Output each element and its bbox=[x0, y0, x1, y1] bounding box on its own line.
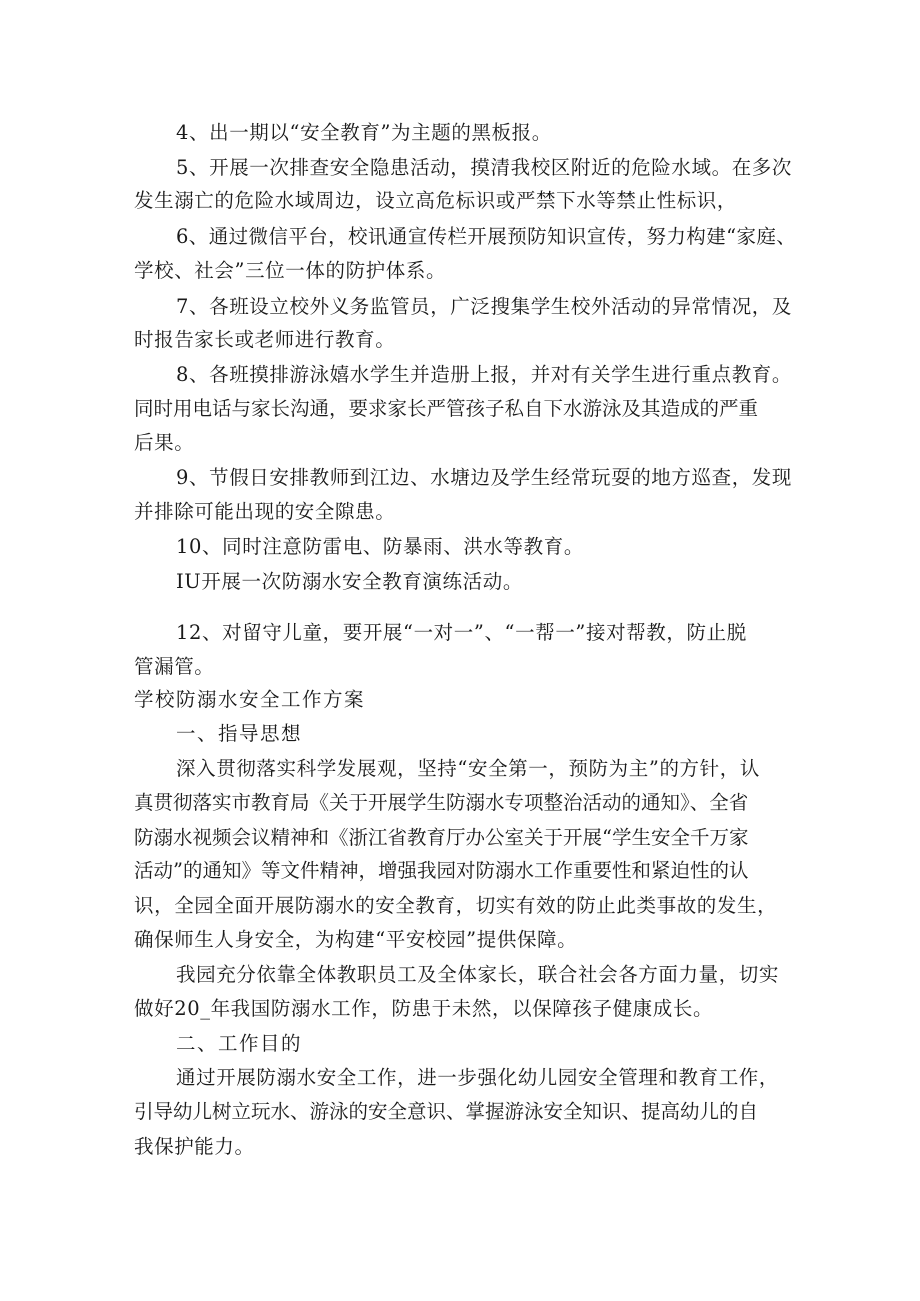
paragraph-4: 4、出一期以“安全教育”为主题的黑板报。 bbox=[176, 121, 552, 144]
paragraph-9-line-2: 并排除可能出现的安全隙患。 bbox=[134, 500, 396, 523]
guiding-line-4: 活动”的通知》等文件精神，增强我园对防溺水工作重要性和紧迫性的认 bbox=[134, 859, 749, 882]
paragraph-10: 10、同时注意防雷电、防暴雨、洪水等教育。 bbox=[176, 535, 584, 558]
guiding-line-3: 防溺水视频会议精神和《浙江省教育厅办公室关于开展“学生安全千万家 bbox=[134, 826, 749, 849]
paragraph-11: IU开展一次防溺水安全教育演练活动。 bbox=[176, 570, 523, 593]
guiding-line-5: 识，全园全面开展防溺水的安全教育，切实有效的防止此类事故的发生， bbox=[134, 894, 778, 917]
purpose-line-1: 通过开展防溺水安全工作，进一步强化幼儿园安全管理和教育工作， bbox=[176, 1066, 780, 1089]
paragraph-8-line-3: 后果。 bbox=[134, 431, 195, 454]
commitment-line-1: 我园充分依靠全体教职员工及全体家长，联合社会各方面力量，切实 bbox=[176, 963, 780, 986]
section-heading-1: 一、指导思想 bbox=[176, 722, 303, 745]
guiding-line-1: 深入贯彻落实科学发展观，坚持“安全第一，预防为主”的方针，认 bbox=[176, 757, 760, 780]
paragraph-9-line-1: 9、节假日安排教师到江边、水塘边及学生经常玩耍的地方巡查，发现 bbox=[176, 466, 793, 489]
paragraph-12-line-2: 管漏管。 bbox=[134, 655, 215, 678]
paragraph-5-line-1: 5、开展一次排查安全隐患活动，摸清我校区附近的危险水域。在多次 bbox=[176, 156, 793, 179]
paragraph-6-line-2: 学校、社会”三位一体的防护体系。 bbox=[134, 259, 447, 282]
paragraph-8-line-1: 8、各班摸排游泳嬉水学生并造册上报，并对有关学生进行重点教育。 bbox=[176, 363, 793, 386]
paragraph-6-line-1: 6、通过微信平台，校讯通宣传栏开展预防知识宣传，努力构建“家庭、 bbox=[176, 225, 797, 248]
guiding-line-6: 确保师生人身安全，为构建“平安校园”提供保障。 bbox=[134, 928, 578, 951]
purpose-line-2: 引导幼儿树立玩水、游泳的安全意识、掌握游泳安全知识、提高幼儿的自 bbox=[134, 1100, 759, 1123]
paragraph-12-line-1: 12、对留守儿童，要开展“一对一”、“一帮一”接对帮教，防止脱 bbox=[176, 621, 747, 644]
document-title: 学校防溺水安全工作方案 bbox=[134, 688, 366, 711]
paragraph-7-line-2: 时报告家长或老师进行教育。 bbox=[134, 328, 396, 351]
paragraph-7-line-1: 7、各班设立校外义务监管员，广泛搜集学生校外活动的异常情况，及 bbox=[176, 295, 793, 318]
paragraph-5-line-2: 发生溺亡的危险水域周边，设立高危标识或严禁下水等禁止性标识， bbox=[134, 189, 738, 212]
guiding-line-2: 真贯彻落实市教育局《关于开展学生防溺水专项整治活动的通知》、全省 bbox=[134, 791, 749, 814]
purpose-line-3: 我保护能力。 bbox=[134, 1135, 255, 1158]
paragraph-8-line-2: 同时用电话与家长沟通，要求家长严管孩子私自下水游泳及其造成的严重 bbox=[134, 397, 759, 420]
section-heading-2: 二、工作目的 bbox=[176, 1032, 303, 1055]
commitment-line-2: 做好20_年我国防溺水工作，防患于未然，以保障孩子健康成长。 bbox=[134, 997, 714, 1020]
